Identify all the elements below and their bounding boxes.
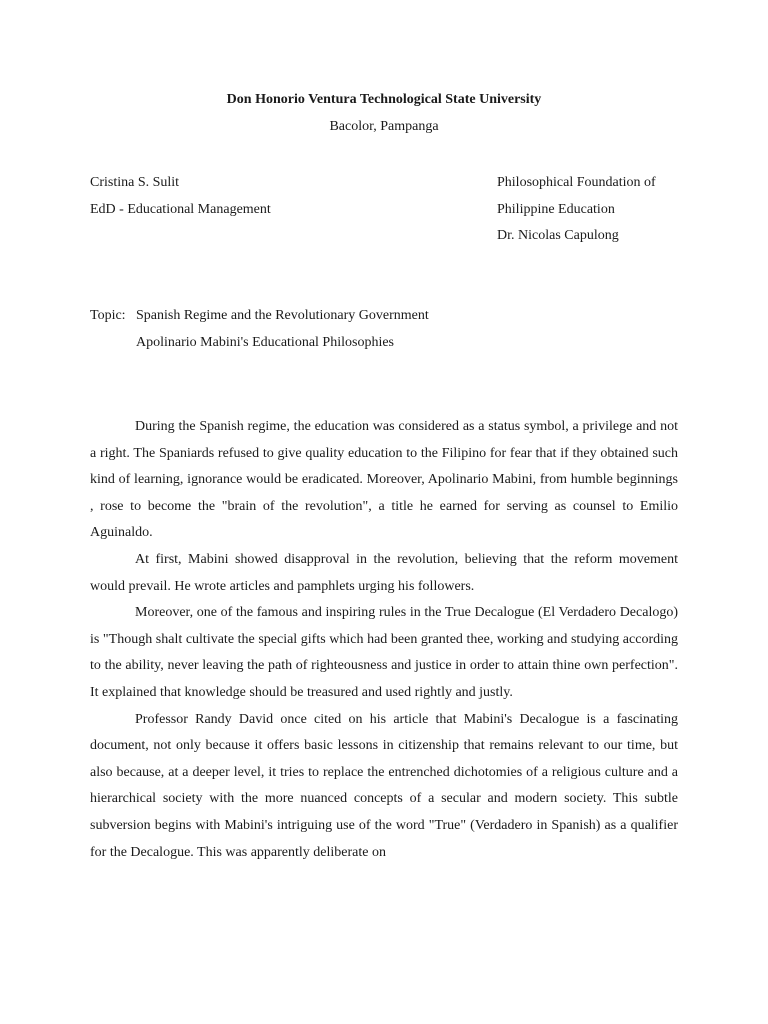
paragraph-2: At first, Mabini showed disapproval in the revolution, believing that the reform movement would prevail. He wrote articles and pamphlets urging his followers.: [90, 551, 678, 594]
course-title-line1: Philosophical Foundation of: [497, 175, 656, 190]
paragraph-4: Professor Randy David once cited on his article that Mabini's Decalogue is a fascinating document, not only because it offers basic lessons in citizenship that remains relevant to our time, but also because, at a deeper level, it tries to replace the entrenched dichotomies of a religious culture and a hierarchical society with the more nuanced concepts of a secular and modern society. This subtle subversion begins with Mabini's intriguing use of the word "True" (Verdadero in Spanish) as a qualifier for the Decalogue. This was apparently deliberate on: [90, 711, 678, 860]
topic-line2: Apolinario Mabini's Educational Philosophies: [136, 335, 394, 350]
author-name: Cristina S. Sulit: [90, 175, 180, 190]
university-location: Bacolor, Pampanga: [329, 119, 439, 134]
paragraph-1: During the Spanish regime, the education was considered as a status symbol, a privilege and not a right. The Spaniards refused to give quality education to the Filipino for fear that if they obtained such kind of learning, ignorance would be eradicated. Moreover, Apolinario Mabini, from humble beginnings , rose to become the "brain of the revolution", a title he earned for serving as counsel to Emilio Aguinaldo.: [90, 419, 678, 541]
university-name: Don Honorio Ventura Technological State University: [226, 92, 542, 107]
course-title-line2: Philippine Education: [497, 202, 615, 217]
topic-line1: Spanish Regime and the Revolutionary Government: [136, 308, 429, 323]
topic-label: Topic:: [90, 308, 126, 323]
author-program: EdD - Educational Management: [90, 202, 271, 217]
essay-body: [90, 414, 678, 866]
paragraph-3: Moreover, one of the famous and inspiring rules in the True Decalogue (El Verdadero Decalogo) is "Though shalt cultivate the special gifts which had been granted thee, working and studying according to the ability, never leaving the path of righteousness and justice in order to attain thine own perfection". It explained that knowledge should be treasured and used rightly and justly.: [90, 605, 678, 700]
course-instructor: Dr. Nicolas Capulong: [497, 228, 619, 243]
